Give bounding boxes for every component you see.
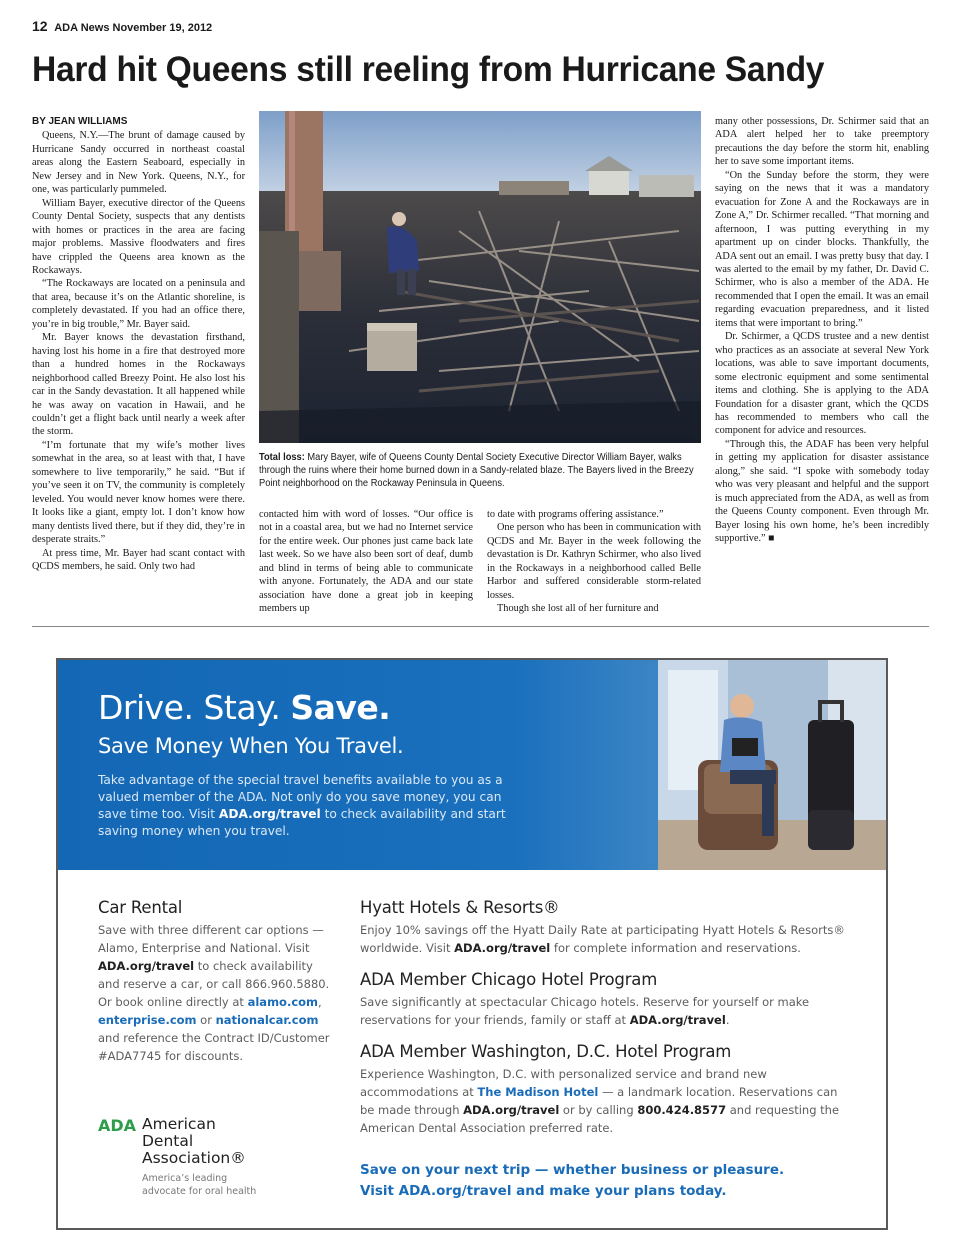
text: Visit [360,1183,399,1199]
chicago-text [360,993,850,1029]
article-headline: Hard hit Queens still reeling from Hurricane Sandy [32,50,825,89]
publication-date: ADA News November 19, 2012 [54,22,213,34]
paragraph: Though she lost all of her furniture and [497,603,659,615]
call-to-action [360,1160,850,1202]
ad-subtitle: Save Money When You Travel. [98,734,404,758]
car-rental-text [98,921,333,1065]
ad-intro-link[interactable]: ADA.org/travel [218,807,321,821]
ad-title [98,688,390,727]
paragraph: “Through this, the ADAF has been very helpful in getting my application for disaster assistance along,” she said. “I spoke with somebody today who was very pleasant and helpful and the support is much appreciated from the ADA, as well as from the Queens County component. Even through Mr. Bayer losing his own home, he’s been incredibly supportive.” ■ [715,438,929,545]
chicago-heading: ADA Member Chicago Hotel Program [360,970,658,989]
ad-intro-text: Take advantage of the special travel benefits available to you as a valued member of the ADA. Not only do you save money, you can save time too. Visit [98,773,503,821]
text: Save with three different car options — Alamo, Enterprise and National. Visit [98,923,324,955]
paragraph: Dr. Schirmer, a QCDS trustee and a new dentist who practices as an associate at several New York locations, was able to save important documents, some electronic equipment and some sentimental items and clothing. She is applying to the ADA Foundation for a disaster grant, which the QCDS has recommended to members who call the component for advice and resources. [715,331,929,437]
madison-hotel-link[interactable]: The Madison Hotel [477,1085,599,1099]
travel-advertisement [56,658,888,1230]
text: Save significantly at spectacular Chicago hotels. Reserve for yourself or make reservations for your friends, family or staff at [360,995,810,1027]
travel-link[interactable]: ADA.org/travel [398,1183,512,1199]
paragraph: to date with programs offering assistance.” [487,509,664,520]
text: and reference the Contract ID/Customer #ADA7745 for discounts. [98,1031,330,1063]
text: or by calling [559,1103,638,1117]
paragraph: “I’m fortunate that my wife’s mother lives somewhat in the area, so at least with that, I have somewhere to live temporarily,” he said. “But if you’ve seen it on TV, the community is completely leveled. You would never know homes were there. It looks like a giant, empty lot. I don’t know how many dentists lived there, but if they did, they’re in desperate straits.” [32,439,245,546]
text: to check availability and reserve a car, or call [98,959,313,991]
paragraph: “On the Sunday before the storm, they were saying on the news that it was a mandatory evacuation for Zone A and the Rockaways are in Zone A,” Dr. Schirmer recalled. “That morning and afternoon, I was putting everything in my apartment up on cinder blocks. Thankfully, the ADA sent out an email. I was pretty busy that day. I was alerted to the email by my father, Dr. David C. Schirmer, who is also a member of the ADA. He recommended that I open the email. It was an email regarding evacuation preparedness, and it listed items that were important to bring.” [715,169,929,329]
tagline-line: America’s leading [142,1173,228,1184]
text: Enjoy 10% savings off the Hyatt Daily Rate at participating Hyatt Hotels & Resorts® worldwide. Visit [360,923,845,955]
ada-logo-mark: ADA [98,1116,137,1135]
ada-tagline [142,1172,256,1198]
ada-logo [98,1116,328,1206]
text: and make your plans today. [511,1183,727,1199]
caption-label: Total loss: [259,452,305,463]
paragraph: “The Rockaways are located on a peninsula and that area, because it’s on the Atlantic shoreline, is completely devastated. If you had an office there, you’re in big trouble,” Mr. Bayer said. [32,278,245,330]
text: Experience Washington, D.C. with personalized service and brand new accommodations at [360,1067,767,1099]
logo-line: American [142,1115,216,1133]
article-column-2 [259,508,473,616]
car-rental-heading: Car Rental [98,898,183,917]
text: — a landmark location. Reservations can be made through [360,1085,838,1117]
cta-line-2 [360,1181,850,1202]
paragraph: many other possessions, Dr. Schirmer said that an ADA alert helped her to take preemptory precautions the day before the storm hit, enabling her to save some important items. [715,116,929,168]
national-link[interactable]: nationalcar.com [215,1013,319,1027]
ad-title-part: Drive. Stay. [98,688,291,727]
text: for complete information and reservations. [550,941,801,955]
car-rental-section [98,898,333,1065]
alamo-link[interactable]: alamo.com [247,995,319,1009]
caption-text: Mary Bayer, wife of Queens County Dental Society Executive Director William Bayer, walks through the ruins where their home burned down in a Sandy-related blaze. The Bayers lived in the Breezy Point neighborhood on the Rockaway Peninsula in Queens. [259,452,694,489]
paragraph: contacted him with word of losses. “Our office is not in a coastal area, but we had no Internet service for the entire week. Our phones just came back late last week. So we have also been sort of deaf, dumb and blind in terms of being able to communicate with anyone. Fortunately, the ADA and our state association have done a great job in keeping members up [259,509,473,615]
ad-title-emphasis: Save. [290,688,391,727]
byline: BY JEAN WILLIAMS [32,116,128,127]
washington-hotel-section [360,1042,850,1137]
text: or [196,1013,216,1027]
hyatt-heading: Hyatt Hotels & Resorts® [360,898,560,917]
paragraph: One person who has been in communication with QCDS and Mr. Bayer in the week following the devastation is Dr. Kathryn Schirmer, who also lived in the Rockaways in a neighborhood called Belle Harbor and suffered considerable storm-related losses. [487,522,701,601]
hyatt-section [360,898,850,957]
phone-number: 800.424.8577 [637,1103,727,1117]
page-number: 12 [32,18,48,34]
article-column-4 [715,115,929,546]
enterprise-link[interactable]: enterprise.com [98,1013,197,1027]
ad-intro-text: to check availability and start saving money when you travel. [98,807,506,838]
ada-logo-name [142,1116,246,1167]
tagline-line: advocate for oral health [142,1186,257,1197]
hyatt-text [360,921,850,957]
chicago-hotel-section [360,970,850,1029]
photo-caption [259,451,701,490]
travel-link[interactable]: ADA.org/travel [98,959,195,973]
page-folio [32,18,212,34]
logo-line: Dental [142,1132,194,1150]
cta-line-1: Save on your next trip — whether business or pleasure. [360,1162,785,1178]
washington-heading: ADA Member Washington, D.C. Hotel Program [360,1042,732,1061]
article-column-3 [487,508,701,616]
travel-link[interactable]: ADA.org/travel [454,941,551,955]
ad-intro [98,772,528,840]
paragraph: At press time, Mr. Bayer had scant contact with QCDS members, he said. Only two had [32,547,245,572]
text: . Or book online directly at [98,977,330,1009]
paragraph: Mr. Bayer knows the devastation firsthand, having lost his home in a fire that destroyed more than a hundred homes in the Rockaways neighborhood called Breezy Point. He also lost his car in the Sandy devastation. It all happened while he was away on vacation in Hawaii, and he couldn’t get a flight back until nearly a week after the storm. [32,332,245,438]
ad-banner [58,660,886,870]
paragraph: William Bayer, executive director of the Queens County Dental Society, suspects that any dentists with homes or practices in the area are facing major problems. Massive floodwaters and fires have crippled the Queens area known as the Rockaways. [32,197,245,276]
text: and requesting the American Dental Association preferred rate. [360,1103,840,1135]
washington-text [360,1065,850,1137]
traveler-photo [658,660,886,870]
travel-link[interactable]: ADA.org/travel [629,1013,726,1027]
travel-link[interactable]: ADA.org/travel [463,1103,560,1117]
article-column-1 [32,115,245,573]
phone-number: 866.960.5880 [245,977,326,991]
text: , [318,995,322,1009]
paragraph: Queens, N.Y.—The brunt of damage caused by Hurricane Sandy occurred in northeast coastal areas along the Eastern Seaboard, especially in New Jersey and in New York. Queens, N.Y., for one, was particularly pummeled. [32,130,245,196]
section-divider [32,626,929,627]
text: . [725,1013,730,1027]
logo-line: Association® [142,1149,246,1167]
article-photo [259,111,701,443]
